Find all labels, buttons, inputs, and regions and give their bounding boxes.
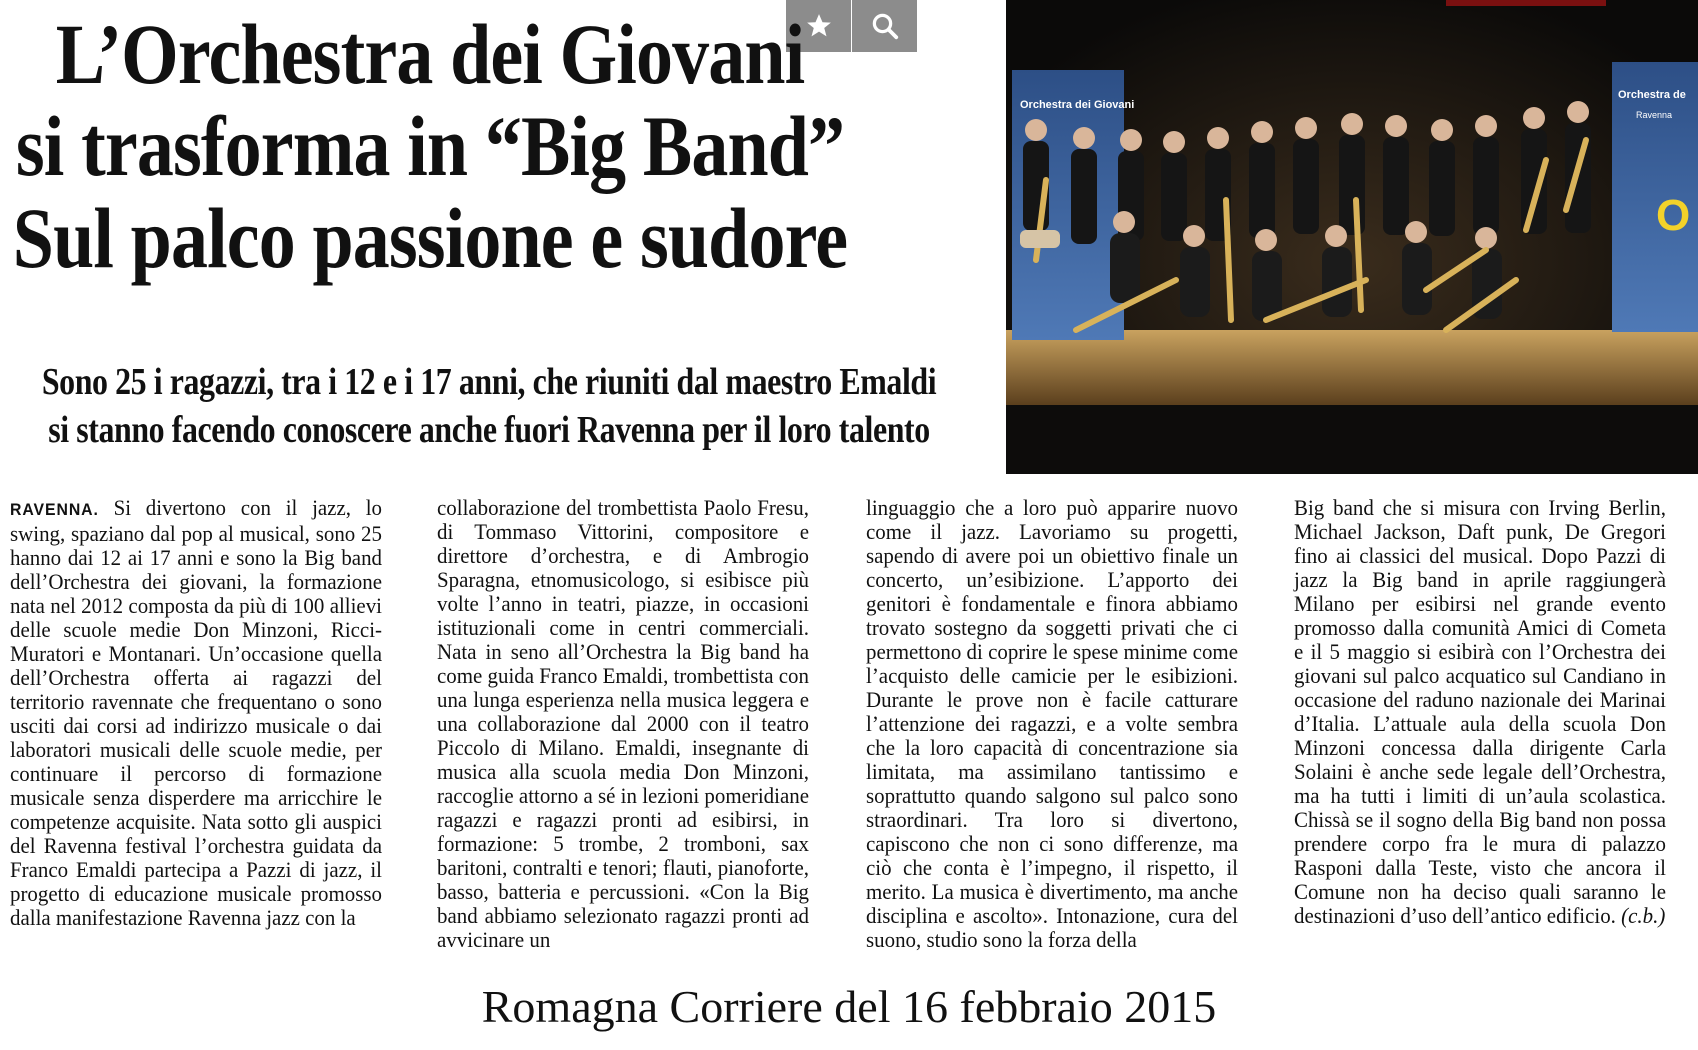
article-column-1: [10, 496, 382, 930]
headline: [0, 8, 860, 284]
author-signature: (c.b.): [1621, 903, 1666, 928]
source-caption: Romagna Corriere del 16 febbraio 2015: [481, 981, 1217, 1032]
headline-line-1: L’Orchestra dei Giovani: [55, 6, 805, 102]
svg-text:Orchestra de: Orchestra de: [1618, 89, 1686, 101]
column-1-text: Si divertono con il jazz, lo swing, spaziano dal pop al musical, sono 25 hanno dai 12 ai 17 anni e sono la Big band dell’Orchestra dei giovani, la formazione nata nel 2012 composta da più di 100 allievi delle scuole medie Don Minzoni, Ricci-Muratori e Montanari. Un’occasione quella dell’Orchestra offerta ai ragazzi del territorio ravennate che frequentano o sono usciti dai corsi ad indirizzo musicale o dai laboratori musicali delle scuole medie, per continuare il percorso di formazione musicale senza disperdere ma arricchire le competenze acquisite. Nata sotto gli auspici del Ravenna festival l’orchestra guidata da Franco Emaldi partecipa a Pazzi di jazz, il progetto di educazione musicale promosso dalla manifestazione Ravenna jazz con la: [10, 495, 382, 930]
subheadline-line-2: si stanno facendo conoscere anche fuori Ravenna per il loro talento: [48, 409, 930, 451]
banner-right: [1612, 62, 1698, 332]
dateline: RAVENNA.: [10, 500, 99, 519]
svg-text:O: O: [1656, 191, 1691, 240]
search-icon: [870, 11, 900, 41]
headline-line-3: Sul palco passione e sudore: [12, 190, 848, 286]
zoom-button[interactable]: [852, 0, 917, 52]
band-photo-illustration: [1006, 0, 1698, 474]
article-body: [10, 495, 1694, 952]
subheadline-line-1: Sono 25 i ragazzi, tra i 12 e i 17 anni, che riuniti dal maestro Emaldi: [41, 361, 937, 403]
svg-text:Orchestra dei Giovani: Orchestra dei Giovani: [1020, 99, 1135, 111]
column-4-text: Big band che si misura con Irving Berlin, Michael Jackson, Daft punk, De Gregori fino ai classici del musical. Dopo Pazzi di jazz la Big band in aprile raggiungerà Milano per esibirsi nel grande evento promosso dalla comunità Amici di Cometa e il 5 maggio si esibirà con l’Orchestra dei giovani sul palco acquatico sul Candiano in occasione del raduno nazionale dei Marinai d’Italia. L’attuale aula della scuola Don Minzoni concessa dalla dirigente Carla Solaini è anche sede legale dell’Orchestra, ma ha tutti i limiti di un’aula scolastica. Chissà se il sogno della Big band non possa prendere corpo fra le mura di palazzo Rasponi dalla Teste, visto che ancora il Comune non ha deciso quali saranno le destinazioni d’uso dell’antico edificio.: [1294, 495, 1666, 928]
headline-line-2: si trasforma in “Big Band”: [15, 98, 845, 194]
column-3-text: linguaggio che a loro può apparire nuovo come il jazz. Lavoriamo su progetti, sapendo di avere poi un obiettivo finale un concerto, un’esibizione. L’apporto dei genitori è fondamentale e finora abbiamo trovato sostegno da soggetti privati che ci permettono di coprire le spese minime come l’acquisto delle camicie per le esibizioni. Durante le prove non è facile catturare l’attenzione dei ragazzi, e a volte sembra che la loro capacità di concentrazione sia limitata, ma assimilano tantissimo e soprattutto quando salgono sul palco sono straordinari. Tra loro si divertono, capiscono che non ci sono differenze, ma ciò che conta è l’impegno, il rispetto, il merito. La musica è divertimento, ma anche disciplina e ascolto». Intonazione, cura del suono, studio sono la forza della: [866, 495, 1238, 952]
column-2-text: collaborazione del trombettista Paolo Fresu, di Tommaso Vittorini, compositore e direttore d’orchestra, e di Ambrogio Sparagna, etnomusicologo, si esibisce più volte l’anno in teatri, piazze, in occasioni istituzionali come in centri commerciali. Nata in seno all’Orchestra la Big band ha come guida Franco Emaldi, trombettista con una lunga esperienza nella musica leggera e una collaborazione dal 2000 con il teatro Piccolo di Milano. Emaldi, insegnante di musica alla scuola media Don Minzoni, raccoglie attorno a sé in lezioni pomeridiane ragazzi e ragazzi pronti ad esibirsi, in formazione: 5 trombe, 2 tromboni, sax baritoni, contralti e tenori; flauti, pianoforte, basso, batteria e percussioni. «Con la Big band abbiamo selezionato ragazzi pronti ad avvicinare un: [437, 495, 809, 952]
svg-text:Ravenna: Ravenna: [1636, 110, 1673, 120]
band-photo: [1006, 0, 1698, 474]
article-column-4: [1294, 496, 1666, 928]
article-column-2: [437, 496, 809, 952]
article-column-3: [866, 496, 1238, 952]
subheadline: [6, 358, 972, 454]
